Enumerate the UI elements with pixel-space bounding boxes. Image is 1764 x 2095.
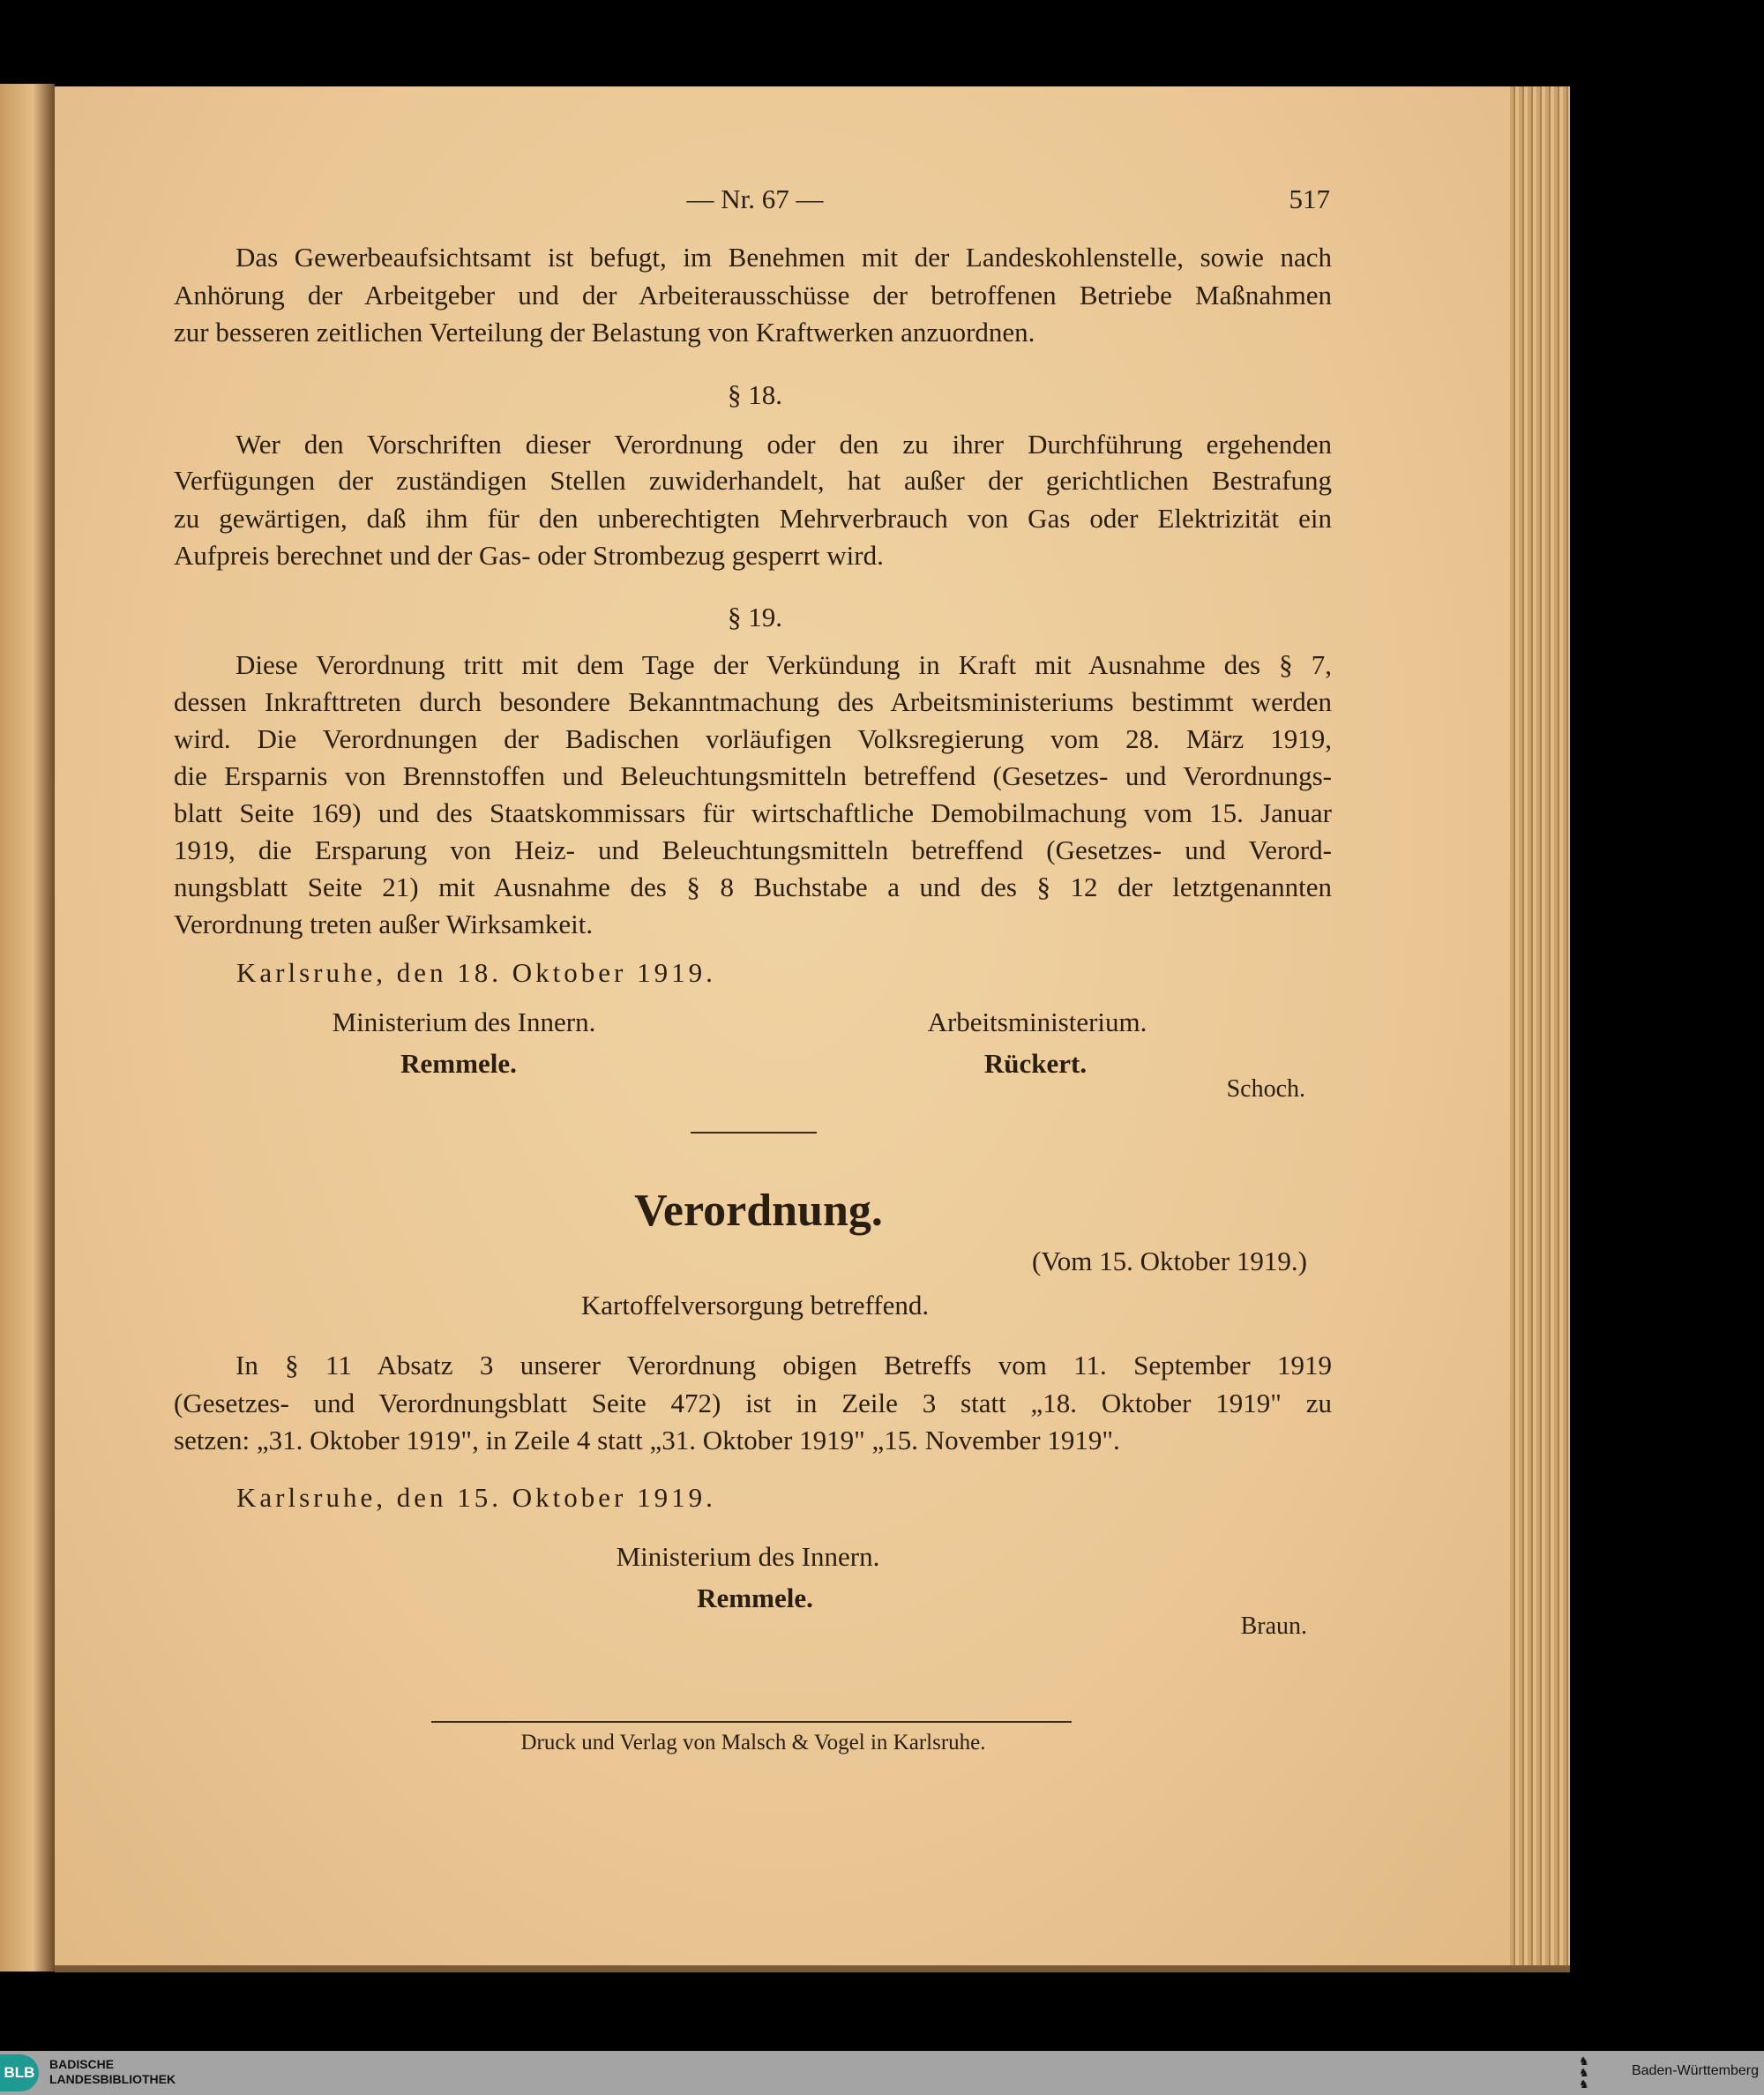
ministry-name: Arbeitsministerium.	[927, 1006, 1147, 1037]
paragraph-line: nungsblatt Seite 21) mit Ausnahme des § 8 Buchstabe a und des § 12 der letztgenannten	[174, 872, 1332, 902]
paragraph-line: In § 11 Absatz 3 unserer Verordnung obigen Betreffs vom 11. September 1919	[235, 1350, 1332, 1380]
section-heading-19: § 19.	[728, 602, 782, 632]
page-stack-edge	[1510, 86, 1570, 1967]
paragraph-line: 1919, die Ersparung von Heiz- und Beleuchtungsmitteln betreffend (Gesetzes- und Verord-	[174, 834, 1332, 865]
paragraph-line: zur besseren zeitlichen Verteilung der Belastung von Kraftwerken anzuordnen.	[174, 317, 1035, 348]
paragraph-line: Verfügungen der zuständigen Stellen zuwiderhandelt, hat außer der gerichtlichen Bestrafung	[174, 465, 1332, 496]
signature-name: Remmele.	[400, 1048, 517, 1079]
adjacent-page-edge	[0, 84, 55, 1972]
ministry-name: Ministerium des Innern.	[616, 1541, 880, 1572]
signature-name: Rückert.	[983, 1048, 1088, 1079]
ministry-name: Ministerium des Innern.	[332, 1006, 596, 1037]
imprint-rule	[431, 1721, 1072, 1723]
paragraph-line: dessen Inkrafttreten durch besondere Bekanntmachung des Arbeitsministeriums bestimmt werden	[174, 686, 1332, 717]
paragraph-line: setzen: „31. Oktober 1919", in Zeile 4 statt „31. Oktober 1919" „15. November 1919".	[174, 1425, 1120, 1455]
footer-bar	[0, 2051, 1764, 2095]
library-name[interactable]	[49, 2057, 176, 2087]
paragraph-line: blatt Seite 169) und des Staatskommissars für wirtschaftliche Demobilmachung vom 15. Januar	[174, 797, 1332, 828]
place-date: Karlsruhe, den 15. Oktober 1919.	[236, 1482, 716, 1513]
paragraph-line: (Gesetzes- und Verordnungsblatt Seite 472) ist in Zeile 3 statt „18. Oktober 1919" zu	[174, 1388, 1332, 1418]
book-page	[55, 86, 1510, 1967]
paragraph-line: Anhörung der Arbeitgeber und der Arbeiterausschüsse der betroffenen Betriebe Maßnahmen	[174, 280, 1332, 311]
section-heading-18: § 18.	[728, 379, 782, 410]
issue-number: — Nr. 67 —	[686, 183, 824, 214]
paragraph-line: Das Gewerbeaufsichtsamt ist befugt, im Benehmen mit der Landeskohlenstelle, sowie nach	[235, 242, 1332, 273]
paragraph-line: Aufpreis berechnet und der Gas- oder Strombezug gesperrt wird.	[174, 540, 884, 571]
paragraph-line: Diese Verordnung tritt mit dem Tage der Verkündung in Kraft mit Ausnahme des § 7,	[235, 649, 1332, 680]
decree-subject: Kartoffelversorgung betreffend.	[580, 1290, 930, 1321]
paragraph-line: zu gewärtigen, daß ihm für den unberechtigten Mehrverbrauch von Gas oder Elektrizität ein	[174, 503, 1332, 534]
clerk-name: Schoch.	[1226, 1075, 1305, 1103]
lions-coat-of-arms-icon: ♞ ♞ ♞	[1579, 2054, 1589, 2091]
clerk-name: Braun.	[1240, 1612, 1307, 1640]
library-name-line1: BADISCHE	[49, 2057, 115, 2071]
decree-title: Verordnung.	[634, 1186, 883, 1236]
library-name-line2: LANDESBIBLIOTHEK	[49, 2072, 176, 2086]
signature-name: Remmele.	[697, 1582, 813, 1613]
decree-date: (Vom 15. Oktober 1919.)	[1032, 1246, 1307, 1276]
page-number: 517	[1289, 183, 1330, 214]
paragraph-line: wird. Die Verordnungen der Badischen vorläufigen Volksregierung vom 28. März 1919,	[174, 723, 1332, 754]
paragraph-line: Verordnung treten außer Wirksamkeit.	[174, 909, 594, 939]
paragraph-line: die Ersparnis von Brennstoffen und Beleuchtungsmitteln betreffend (Gesetzes- und Verordnungs-	[174, 760, 1332, 791]
place-date: Karlsruhe, den 18. Oktober 1919.	[236, 957, 716, 988]
paragraph-line: Wer den Vorschriften dieser Verordnung oder den zu ihrer Durchführung ergehenden	[235, 429, 1332, 460]
state-logo-text[interactable]: Baden-Württemberg	[1631, 2063, 1759, 2078]
printer-imprint: Druck und Verlag von Malsch & Vogel in Karlsruhe.	[520, 1731, 986, 1755]
blb-logo[interactable]: BLB	[0, 2054, 39, 2091]
page-bottom-edge	[55, 1965, 1570, 1972]
section-divider	[691, 1132, 817, 1134]
